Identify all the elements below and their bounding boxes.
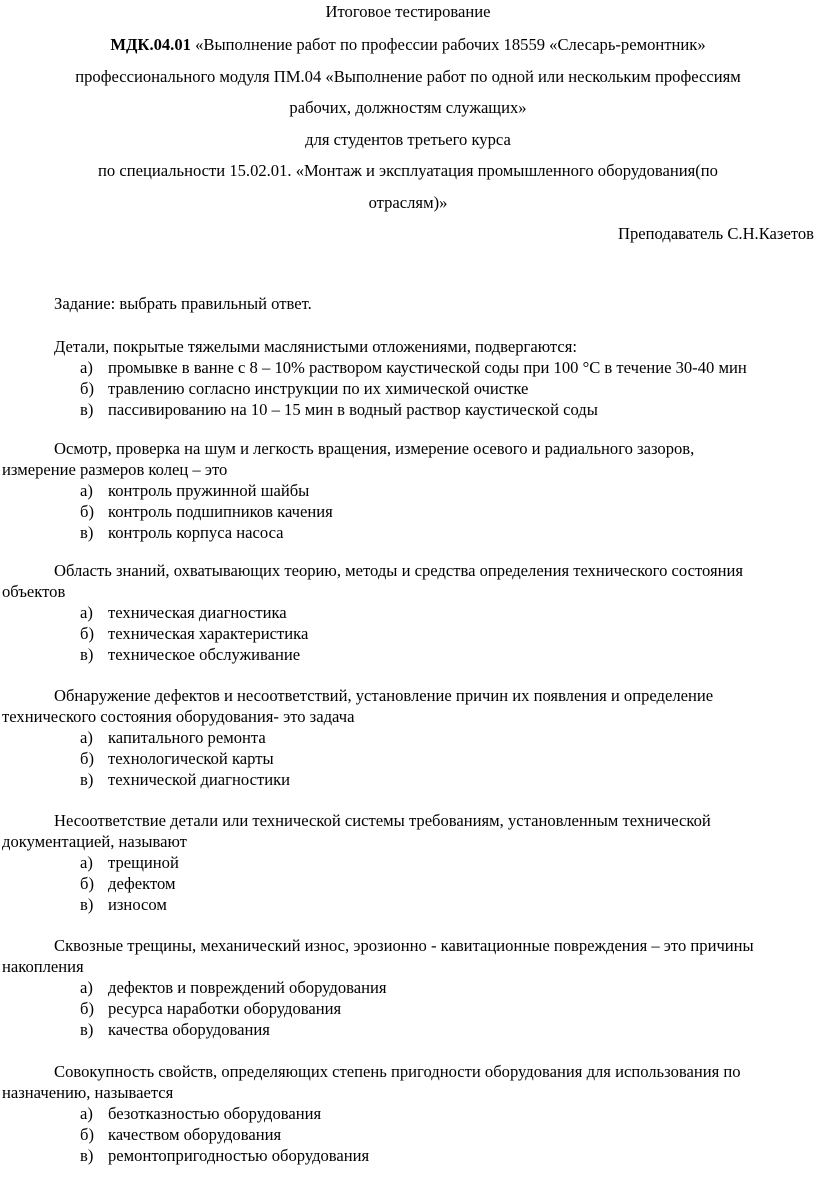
question-5-text-line1: Несоответствие детали или технической системы требованиям, установленным технической bbox=[54, 811, 711, 830]
module-line-cont: рабочих, должностям служащих» bbox=[289, 98, 527, 117]
question-3-text-line2: объектов bbox=[2, 582, 66, 601]
question-6-text-line1: Сквозные трещины, механический износ, эрозионно - кавитационные повреждения – это причины bbox=[54, 936, 754, 955]
question-2-option-b: контроль подшипников качения bbox=[108, 502, 333, 521]
question-6-option-c: качества оборудования bbox=[108, 1020, 270, 1039]
document-title: Итоговое тестирование bbox=[325, 2, 491, 21]
question-1-option-a: промывке в ванне с 8 – 10% раствором каустической соды при 100 °С в течение 30-40 мин bbox=[108, 358, 747, 377]
question-5-option-a: трещиной bbox=[108, 853, 179, 872]
question-2-option-b-letter: б) bbox=[80, 502, 94, 521]
question-1-option-c: пассивированию на 10 – 15 мин в водный раствор каустической соды bbox=[108, 400, 598, 419]
question-2-option-a: контроль пружинной шайбы bbox=[108, 481, 310, 500]
question-6-option-b-letter: б) bbox=[80, 999, 94, 1018]
question-7-option-b: качеством оборудования bbox=[108, 1125, 282, 1144]
question-4-option-a-letter: а) bbox=[80, 728, 93, 747]
teacher-name: Преподаватель С.Н.Казетов bbox=[618, 224, 814, 243]
task-instruction: Задание: выбрать правильный ответ. bbox=[54, 294, 312, 313]
question-4-option-b-letter: б) bbox=[80, 749, 94, 768]
course-name: «Выполнение работ по профессии рабочих 18559 «Слесарь-ремонтник» bbox=[190, 35, 706, 54]
question-6-option-b: ресурса наработки оборудования bbox=[108, 999, 342, 1018]
question-2-text-line1: Осмотр, проверка на шум и легкость вращения, измерение осевого и радиального зазоров, bbox=[54, 439, 695, 458]
question-2-option-c: контроль корпуса насоса bbox=[108, 523, 284, 542]
question-5-option-b-letter: б) bbox=[80, 874, 94, 893]
module-line: профессионального модуля ПМ.04 «Выполнение работ по одной или нескольким профессиям bbox=[75, 67, 741, 86]
question-6-option-c-letter: в) bbox=[80, 1020, 94, 1039]
question-3-option-c-letter: в) bbox=[80, 645, 94, 664]
question-6-text-line2: накопления bbox=[2, 957, 84, 976]
question-3-text-line1: Область знаний, охватывающих теорию, методы и средства определения технического состояния bbox=[54, 561, 744, 580]
question-5-option-c: износом bbox=[108, 895, 167, 914]
course-line bbox=[0, 35, 816, 55]
question-7-option-c-letter: в) bbox=[80, 1146, 94, 1165]
question-2-text-line2: измерение размеров колец – это bbox=[2, 460, 228, 479]
question-4-option-c: технической диагностики bbox=[108, 770, 291, 789]
question-4-option-c-letter: в) bbox=[80, 770, 94, 789]
question-7-option-a: безотказностью оборудования bbox=[108, 1104, 322, 1123]
question-7-text-line2: назначению, называется bbox=[2, 1083, 174, 1102]
audience-line: для студентов третьего курса bbox=[305, 130, 511, 149]
question-4-option-a: капитального ремонта bbox=[108, 728, 266, 747]
question-7-option-c: ремонтопригодностью оборудования bbox=[108, 1146, 370, 1165]
question-6-option-a: дефектов и повреждений оборудования bbox=[108, 978, 387, 997]
question-7-text-line1: Совокупность свойств, определяющих степень пригодности оборудования для использования по bbox=[54, 1062, 741, 1081]
question-5-text-line2: документацией, называют bbox=[2, 832, 187, 851]
question-5-option-b: дефектом bbox=[108, 874, 176, 893]
question-4-text-line2: технического состояния оборудования- это задача bbox=[2, 707, 355, 726]
question-3-option-c: техническое обслуживание bbox=[108, 645, 301, 664]
question-1-option-a-letter: а) bbox=[80, 358, 93, 377]
question-4-text-line1: Обнаружение дефектов и несоответствий, установление причин их появления и определение bbox=[54, 686, 714, 705]
question-5-option-a-letter: а) bbox=[80, 853, 93, 872]
question-7-option-b-letter: б) bbox=[80, 1125, 94, 1144]
question-7-option-a-letter: а) bbox=[80, 1104, 93, 1123]
question-1-option-b-letter: б) bbox=[80, 379, 94, 398]
question-2-option-c-letter: в) bbox=[80, 523, 94, 542]
question-5-option-c-letter: в) bbox=[80, 895, 94, 914]
question-1-option-b: травлению согласно инструкции по их химической очистке bbox=[108, 379, 529, 398]
question-6-option-a-letter: а) bbox=[80, 978, 93, 997]
question-3-option-b: техническая характеристика bbox=[108, 624, 309, 643]
specialty-line: по специальности 15.02.01. «Монтаж и эксплуатация промышленного оборудования(по bbox=[98, 161, 718, 180]
question-1-text: Детали, покрытые тяжелыми маслянистыми отложениями, подвергаются: bbox=[54, 337, 577, 356]
question-2-option-a-letter: а) bbox=[80, 481, 93, 500]
question-3-option-a: техническая диагностика bbox=[108, 603, 287, 622]
question-1-option-c-letter: в) bbox=[80, 400, 94, 419]
question-3-option-b-letter: б) bbox=[80, 624, 94, 643]
question-3-option-a-letter: а) bbox=[80, 603, 93, 622]
question-4-option-b: технологической карты bbox=[108, 749, 274, 768]
specialty-line-cont: отраслям)» bbox=[368, 193, 448, 212]
course-code: МДК.04.01 bbox=[110, 35, 191, 54]
